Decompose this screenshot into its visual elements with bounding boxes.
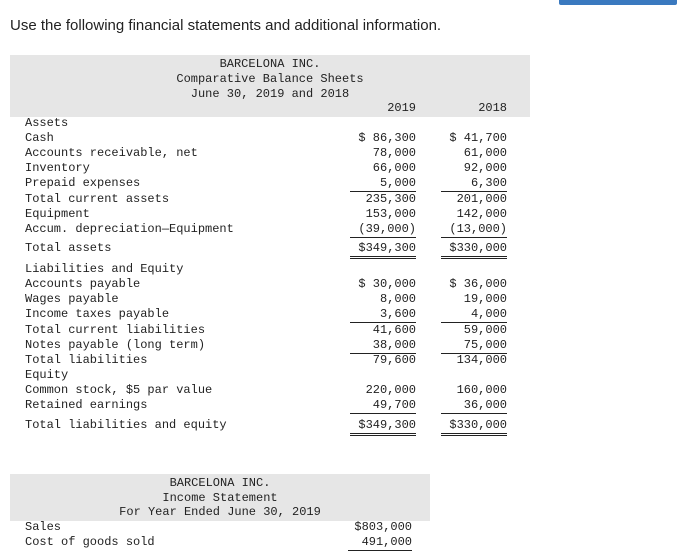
- row-label: Retained earnings: [25, 398, 148, 412]
- row-label: Inventory: [25, 161, 90, 175]
- value-2019: 3,600: [350, 307, 416, 323]
- value-2019: 5,000: [350, 176, 416, 192]
- value-2018: 19,000: [463, 292, 507, 306]
- row-label: Wages payable: [25, 292, 119, 306]
- value-2019: 235,300: [365, 192, 416, 206]
- value-2019: (39,000): [350, 222, 416, 238]
- row-label: Total liabilities: [25, 353, 148, 367]
- value-2019: 79,600: [372, 353, 416, 367]
- row-label: Sales: [25, 520, 62, 534]
- value-2019: $349,300: [350, 241, 416, 259]
- value-2018: 134,000: [456, 353, 507, 367]
- value-2018: 201,000: [456, 192, 507, 206]
- row-label: Total liabilities and equity: [25, 418, 227, 432]
- value-2018: $330,000: [441, 418, 507, 436]
- value-2019: $ 86,300: [358, 131, 416, 145]
- row-label: Equity: [25, 368, 69, 382]
- intro-text: Use the following financial statements and additional information.: [10, 17, 442, 34]
- value-2018: (13,000): [441, 222, 507, 238]
- value-2019: 66,000: [372, 161, 416, 175]
- top-accent-bar: [559, 0, 677, 5]
- row-label: Accum. depreciation—Equipment: [25, 222, 234, 236]
- row-label: Income taxes payable: [25, 307, 170, 321]
- value-2018: $ 36,000: [449, 277, 507, 291]
- value-2018: 61,000: [463, 146, 507, 160]
- value: $803,000: [354, 520, 412, 534]
- value-2019: 220,000: [365, 383, 416, 397]
- row-label: Accounts payable: [25, 277, 141, 291]
- value-2019: 49,700: [350, 398, 416, 414]
- value-2018: 6,300: [441, 176, 507, 192]
- value-2018: 75,000: [441, 338, 507, 354]
- row-label: Liabilities and Equity: [25, 262, 184, 276]
- income-statement: [10, 474, 430, 559]
- column-header-2018: 2018: [478, 101, 507, 115]
- value-2019: $ 30,000: [358, 277, 416, 291]
- row-label: Total assets: [25, 241, 112, 255]
- income-statement-company: BARCELONA INC.: [169, 476, 271, 490]
- row-label: Accounts receivable, net: [25, 146, 198, 160]
- row-label: Assets: [25, 116, 69, 130]
- income-statement-title: Income Statement: [162, 491, 278, 505]
- value-2018: $330,000: [441, 241, 507, 259]
- value-2019: 153,000: [365, 207, 416, 221]
- value-2018: 92,000: [463, 161, 507, 175]
- value-2019: 78,000: [372, 146, 416, 160]
- value-2018: 142,000: [456, 207, 507, 221]
- value-2019: 8,000: [379, 292, 416, 306]
- value-2018: 160,000: [456, 383, 507, 397]
- row-label: Common stock, $5 par value: [25, 383, 213, 397]
- row-label: Prepaid expenses: [25, 176, 141, 190]
- value-2018: $ 41,700: [449, 131, 507, 145]
- value-2018: 36,000: [441, 398, 507, 414]
- value: 491,000: [348, 535, 412, 551]
- row-label: Total current assets: [25, 192, 170, 206]
- row-label: Equipment: [25, 207, 90, 221]
- value-2019: $349,300: [350, 418, 416, 436]
- value-2018: 59,000: [463, 323, 507, 337]
- balance-sheet: [10, 55, 530, 450]
- row-label: Notes payable (long term): [25, 338, 206, 352]
- row-label: Cost of goods sold: [25, 535, 155, 549]
- row-label: Total current liabilities: [25, 323, 206, 337]
- row-label: Cash: [25, 131, 54, 145]
- income-statement-period: For Year Ended June 30, 2019: [119, 505, 321, 519]
- value-2019: 38,000: [350, 338, 416, 354]
- balance-sheet-title: Comparative Balance Sheets: [176, 72, 364, 86]
- balance-sheet-company: BARCELONA INC.: [219, 57, 321, 71]
- value-2018: 4,000: [441, 307, 507, 323]
- balance-sheet-date: June 30, 2019 and 2018: [190, 87, 350, 101]
- column-header-2019: 2019: [387, 101, 416, 115]
- value-2019: 41,600: [372, 323, 416, 337]
